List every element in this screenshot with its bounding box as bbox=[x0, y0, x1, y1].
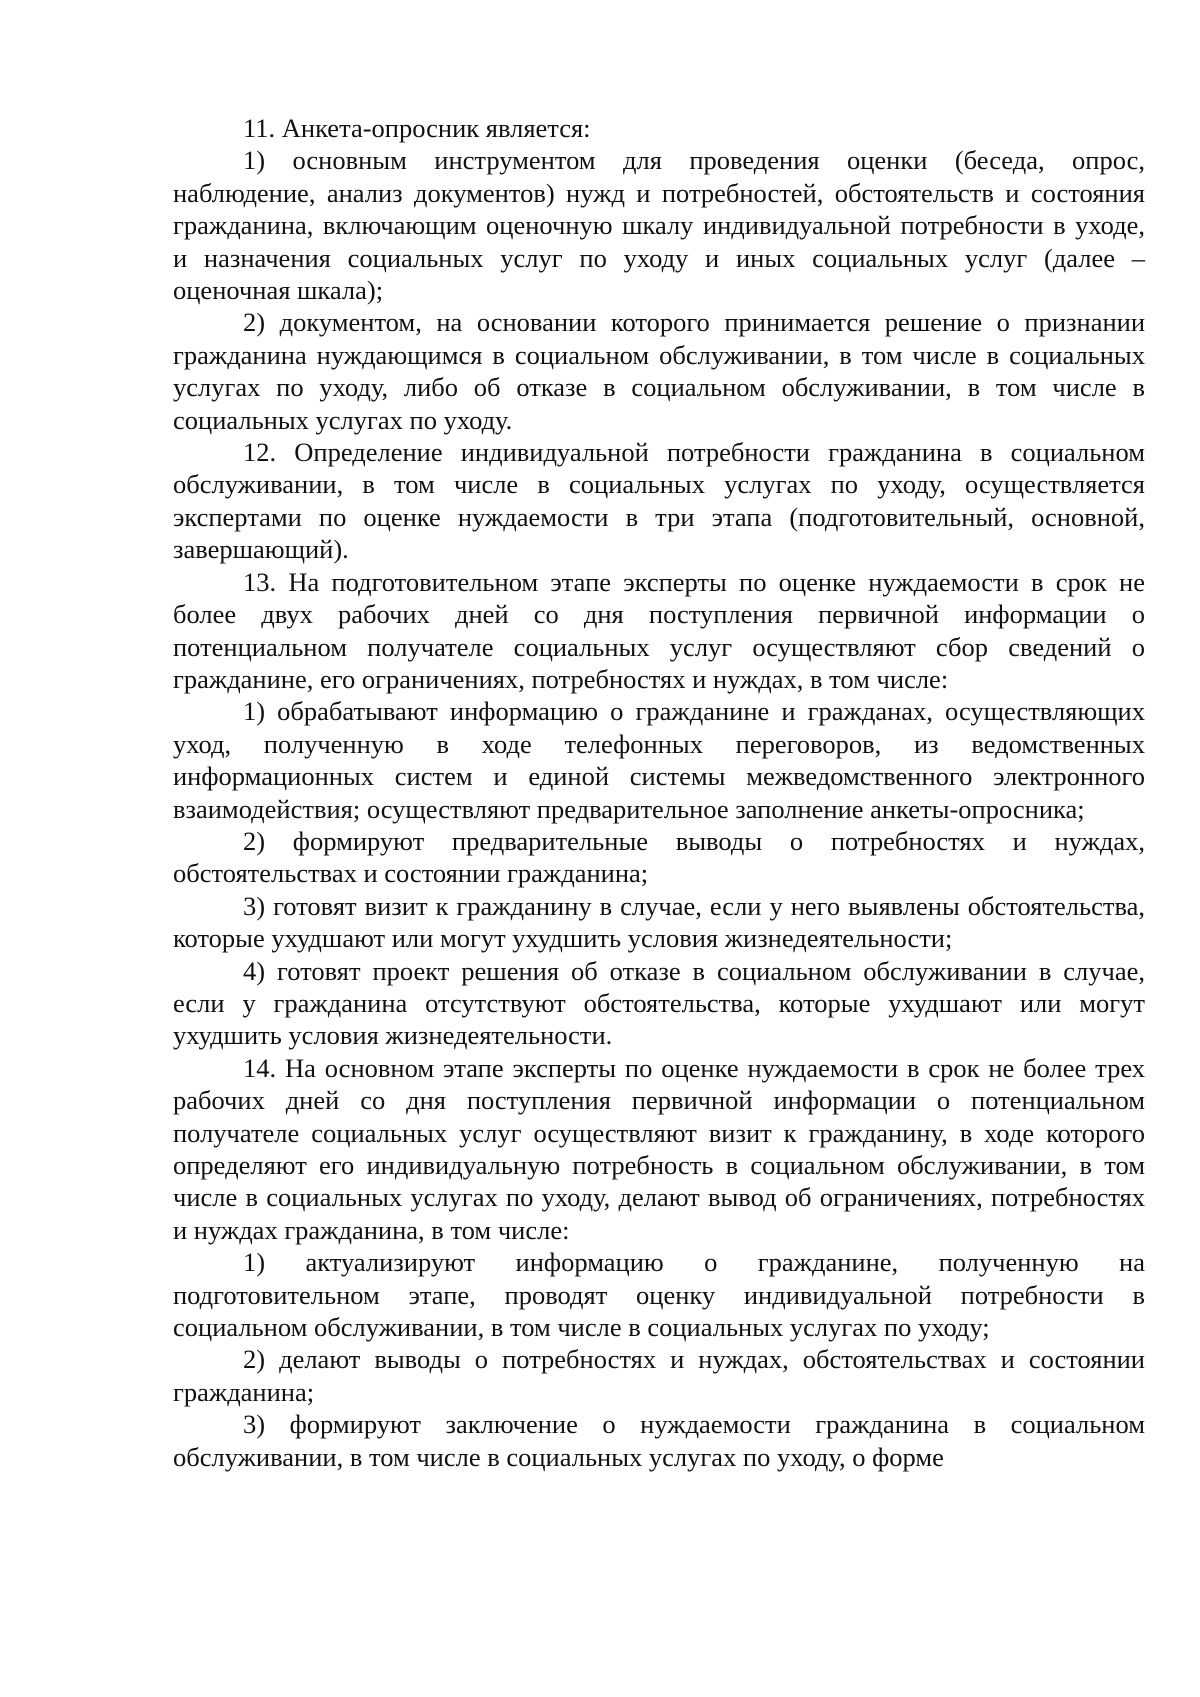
paragraph-11-item-1: 1) основным инструментом для проведения оценки (беседа, опрос, наблюдение, анализ документов) нужд и потребностей, обстоятельств и состояния гражданина, включающим оценочную шкалу индивидуальной потребности в уходе, и назначения социальных услуг по уходу и иных социальных услуг (далее – оценочная шкала); bbox=[173, 145, 1145, 306]
paragraph-13-item-1: 1) обрабатывают информацию о гражданине и гражданах, осуществляющих уход, полученную в ходе телефонных переговоров, из ведомственных информационных систем и единой системы межведомственного электронного взаимодействия; осуществляют предварительное заполнение анкеты-опросника; bbox=[173, 696, 1145, 824]
document-body bbox=[173, 112, 1145, 1473]
paragraph-14-item-2: 2) делают выводы о потребностях и нуждах, обстоятельствах и состоянии гражданина; bbox=[173, 1344, 1145, 1407]
paragraph-13-item-3: 3) готовят визит к гражданину в случае, если у него выявлены обстоятельства, которые ухудшают или могут ухудшить условия жизнедеятельности; bbox=[173, 890, 1145, 954]
paragraph-14-item-3: 3) формируют заключение о нуждаемости гражданина в социальном обслуживании, в том числе в социальных услугах по уходу, о форме bbox=[173, 1409, 1145, 1472]
paragraph-13: 13. На подготовительном этапе эксперты по оценке нуждаемости в срок не более двух рабочих дней со дня поступления первичной информации о потенциальном получателе социальных услуг осуществляют сбор сведений о гражданине, его ограничениях, потребностях и нуждах, в том числе: bbox=[173, 566, 1145, 694]
paragraph-13-item-2: 2) формируют предварительные выводы о потребностях и нуждах, обстоятельствах и состоянии гражданина; bbox=[173, 825, 1145, 889]
paragraph-14: 14. На основном этапе эксперты по оценке нуждаемости в срок не более трех рабочих дней со дня поступления первичной информации о потенциальном получателе социальных услуг осуществляют визит к гражданину, в ходе которого определяют его индивидуальную потребность в социальном обслуживании, в том числе в социальных услугах по уходу, делают вывод об ограничениях, потребностях и нуждах гражданина, в том числе: bbox=[173, 1052, 1145, 1245]
paragraph-14-item-1: 1) актуализируют информацию о гражданине, полученную на подготовительном этапе, проводят оценку индивидуальной потребности в социальном обслуживании, в том числе в социальных услугах по уходу; bbox=[173, 1247, 1145, 1343]
paragraph-12: 12. Определение индивидуальной потребности гражданина в социальном обслуживании, в том числе в социальных услугах по уходу, осуществляется экспертами по оценке нуждаемости в три этапа (подготовительный, основной, завершающий). bbox=[173, 437, 1145, 565]
paragraph-13-item-4: 4) готовят проект решения об отказе в социальном обслуживании в случае, если у гражданина отсутствуют обстоятельства, которые ухудшают или могут ухудшить условия жизнедеятельности. bbox=[173, 955, 1145, 1051]
paragraph-11-item-2: 2) документом, на основании которого принимается решение о признании гражданина нуждающимся в социальном обслуживании, в том числе в социальных услугах по уходу, либо об отказе в социальном обслуживании, в том числе в социальных услугах по уходу. bbox=[173, 307, 1145, 435]
paragraph-11: 11. Анкета-опросник является: bbox=[243, 113, 591, 143]
